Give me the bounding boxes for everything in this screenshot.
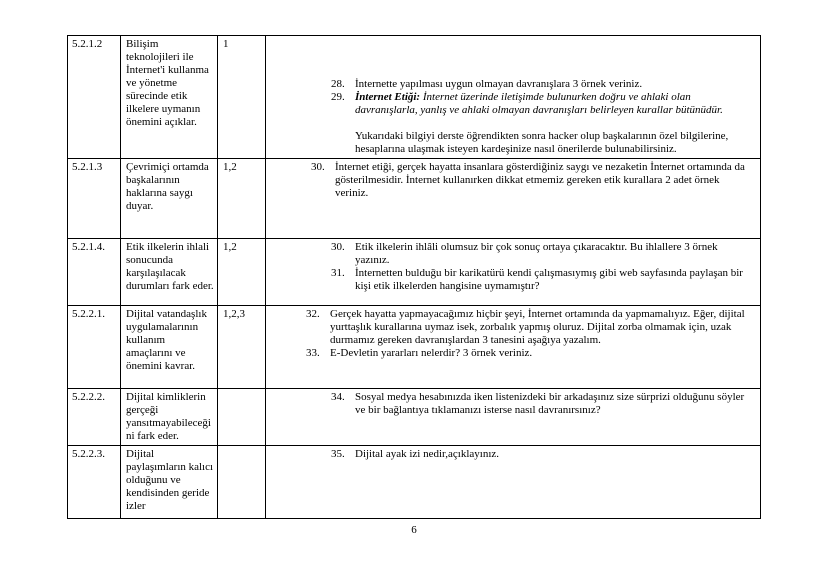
question-number: 32.: [306, 308, 320, 320]
objective-code: 5.2.1.3: [68, 159, 121, 239]
question-text: [355, 130, 752, 156]
table-row: [68, 239, 761, 306]
question-text-segment: İnternette yapılması uygun olmayan davranışlara 3 örnek veriniz.: [355, 78, 643, 90]
question-number: 35.: [331, 448, 345, 460]
level-value: 1,2: [218, 159, 266, 239]
objective-text: Dijital paylaşımların kalıcı olduğunu ve kendisinden geride izler: [121, 446, 218, 519]
objective-code: 5.2.1.2: [68, 36, 121, 159]
question-text-segment: İnternet etiği, gerçek hayatta insanlara gösterdiğiniz saygı ve nezaketin İnternet ortamında da gösterilmesidir. İnternet kullanırken dikkat etmemiz gereken etik kurallara 2 adet örnek veriniz.: [335, 161, 745, 199]
question-number: 33.: [306, 347, 320, 359]
table-row: [68, 446, 761, 519]
questions-cell: [266, 389, 761, 446]
question-item: [306, 347, 752, 360]
level-value: 1,2: [218, 239, 266, 306]
question-number: [331, 130, 355, 156]
questions-cell: [266, 36, 761, 159]
question-number: 29.: [331, 91, 345, 103]
question-item: [306, 308, 752, 347]
question-text: [355, 391, 752, 417]
question-text: [330, 347, 752, 360]
table-row: [68, 389, 761, 446]
question-item: [331, 448, 752, 461]
objective-code: 5.2.2.2.: [68, 389, 121, 446]
level-value: [218, 446, 266, 519]
question-number: 28.: [331, 78, 345, 90]
questions-cell: [266, 159, 761, 239]
objective-text: Etik ilkelerin ihlali sonucunda karşılaşılacak durumları fark eder.: [121, 239, 218, 306]
questions-cell: [266, 446, 761, 519]
objective-text: Dijital vatandaşlık uygulamalarının kullanım amaçlarını ve önemini kavrar.: [121, 306, 218, 389]
question-text: [355, 91, 752, 117]
question-text-segment: İnternet Etiği:: [355, 91, 421, 103]
question-text-segment: Sosyal medya hesabınızda iken listenizdeki bir arkadaşınız size sürprizi olduğunu söyler ve bir bağlantıya tıklamanızı isterse nasıl davranırsınız?: [355, 391, 745, 416]
objective-text: Çevrimiçi ortamda başkalarının haklarına saygı duyar.: [121, 159, 218, 239]
objective-code: 5.2.2.1.: [68, 306, 121, 389]
question-item: [331, 241, 752, 267]
question-text-segment: Yukarıdaki bilgiyi derste öğrendikten sonra hacker olup başkalarının özel bilgilerine, hesaplarına ulaşmak isteyen kardeşinize nasıl önerilerde bulunabilirsiniz.: [355, 130, 729, 155]
questions-cell: [266, 306, 761, 389]
question-text: [355, 267, 752, 293]
question-number: 31.: [331, 267, 345, 279]
objectives-table-body: [68, 36, 761, 519]
level-value: [218, 389, 266, 446]
question-text-segment: İnternet üzerinde iletişimde bulunurken doğru ve ahlaki olan davranışlarla, yanlış ve ahlaki olmayan davranışları belirleyen kurallar bütünüdür.: [355, 91, 723, 116]
question-item: [331, 78, 752, 91]
level-value: 1,2,3: [218, 306, 266, 389]
objective-text: Dijital kimliklerin gerçeği yansıtmayabileceğini fark eder.: [121, 389, 218, 446]
question-number: 30.: [311, 161, 325, 173]
question-text-segment: Etik ilkelerin ihlâli olumsuz bir çok sonuç ortaya çıkaracaktır. Bu ihlallere 3 örnek yazınız.: [355, 241, 718, 266]
questions-cell: [266, 239, 761, 306]
question-text: [335, 161, 752, 200]
table-row: [68, 306, 761, 389]
question-text-segment: İnternetten bulduğu bir karikatürü kendi çalışmasıymış gibi web sayfasında paylaşan bir kişi etik ilkelerden hangisine uymamıştır?: [355, 267, 743, 292]
objective-text: Bilişim teknolojileri ile İnternet'i kullanma ve yönetme sürecinde etik ilkelere uymanın önemini açıklar.: [121, 36, 218, 159]
question-number: 34.: [331, 391, 345, 403]
question-item: [331, 391, 752, 417]
table-row: [68, 36, 761, 159]
question-text: [355, 448, 752, 461]
page-number: 6: [411, 524, 417, 536]
question-text: [355, 241, 752, 267]
table-row: [68, 159, 761, 239]
question-text: [355, 78, 752, 91]
level-value: 1: [218, 36, 266, 159]
question-text-segment: E-Devletin yararları nelerdir? 3 örnek veriniz.: [330, 347, 533, 359]
objective-code: 5.2.2.3.: [68, 446, 121, 519]
question-item: [311, 161, 752, 200]
question-item: [331, 91, 752, 117]
question-text-segment: Gerçek hayatta yapmayacağımız hiçbir şeyi, İnternet ortamında da yapmamalıyız. Eğer, dijital yurttaşlık kurallarına uymaz isek, zorbalık yapmış oluruz. Dijital zorba olmamak için, uzak durmamız gereken davranışlardan 3 tanesini aşağıya yazalım.: [330, 308, 745, 346]
objective-code: 5.2.1.4.: [68, 239, 121, 306]
question-text: [330, 308, 752, 347]
question-item: [331, 130, 752, 156]
question-item: [331, 267, 752, 293]
objectives-table: [67, 35, 761, 519]
question-text-segment: Dijital ayak izi nedir,açıklayınız.: [355, 448, 500, 460]
question-number: 30.: [331, 241, 345, 253]
